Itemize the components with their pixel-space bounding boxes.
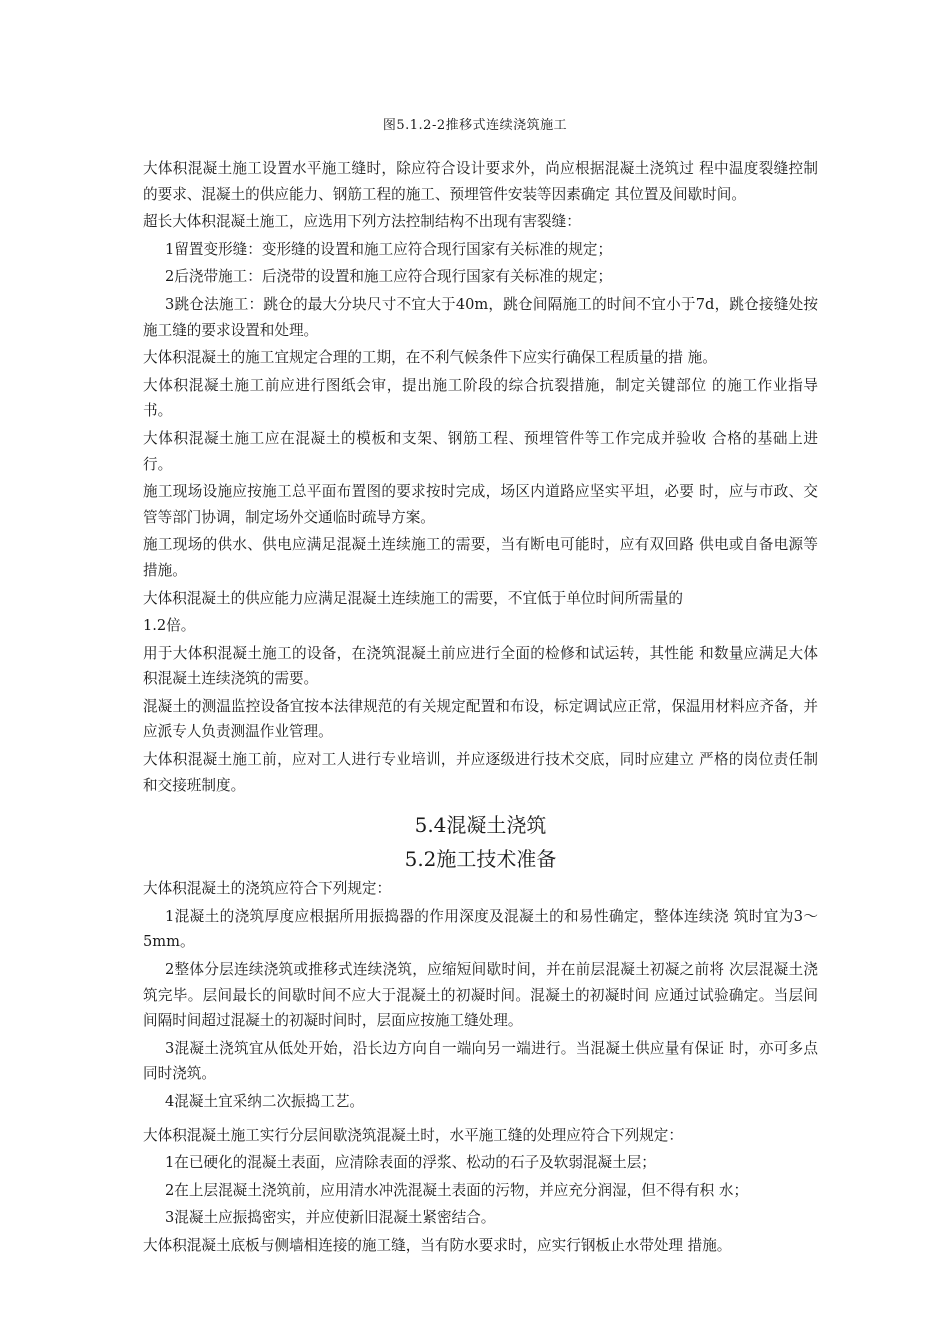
list-item: 3跳仓法施工：跳仓的最大分块尺寸不宜大于40m，跳仓间隔施工的时间不宜小于7d，跳仓接缝处按施工缝的要求设置和处理。	[143, 295, 818, 339]
list-item: 3混凝土应振捣密实，并应使新旧混凝土紧密结合。	[165, 1209, 496, 1227]
paragraph: 大体积混凝土的施工宜规定合理的工期，在不利气候条件下应实行确保工程质量的措 施。	[143, 349, 717, 367]
paragraph: 大体积混凝土施工前应进行图纸会审，提出施工阶段的综合抗裂措施，制定关键部位 的施工作业指导书。	[143, 376, 818, 420]
paragraph: 大体积混凝土施工设置水平施工缝时，除应符合设计要求外，尚应根据混凝土浇筑过 程中温度裂缝控制的要求、混凝土的供应能力、钢筋工程的施工、预埋管件安装等因素确定 其位置及间歇时间。	[143, 160, 818, 203]
paragraph: 大体积混凝土的供应能力应满足混凝土连续施工的需要，不宜低于单位时间所需量的	[143, 589, 683, 607]
paragraph: 混凝土的测温监控设备宜按本法律规范的有关规定配置和布设，标定调试应正常，保温用材料应齐备，并应派专人负责测温作业管理。	[143, 697, 818, 741]
list-item: 1在已硬化的混凝土表面，应清除表面的浮浆、松动的石子及软弱混凝土层；	[165, 1154, 656, 1172]
list-item: 2后浇带施工：后浇带的设置和施工应符合现行国家有关标准的规定；	[165, 268, 613, 286]
list-item: 1留置变形缝：变形缝的设置和施工应符合现行国家有关标准的规定；	[165, 240, 613, 258]
list-item: 2在上层混凝土浇筑前，应用清水冲洗混凝土表面的污物，并应充分润湿，但不得有积 水；	[165, 1181, 749, 1199]
paragraph: 超长大体积混凝土施工，应选用下列方法控制结构不出现有害裂缝：	[143, 213, 581, 231]
paragraph: 大体积混凝土施工前，应对工人进行专业培训，并应逐级进行技术交底，同时应建立 严格的岗位责任制和交接班制度。	[143, 751, 818, 794]
paragraph: 施工现场的供水、供电应满足混凝土连续施工的需要，当有断电可能时，应有双回路 供电或自备电源等措施。	[143, 536, 818, 579]
paragraph: 大体积混凝土施工应在混凝土的模板和支架、钢筋工程、预埋管件等工作完成并验收 合格的基础上进行。	[143, 429, 818, 473]
paragraph: 大体积混凝土的浇筑应符合下列规定：	[143, 880, 392, 898]
paragraph: 用于大体积混凝土施工的设备，在浇筑混凝土前应进行全面的检修和试运转，其性能 和数量应满足大体积混凝土连续浇筑的需要。	[143, 644, 818, 688]
paragraph: 大体积混凝土底板与侧墙相连接的施工缝，当有防水要求时，应实行钢板止水带处理 措施。	[143, 1236, 732, 1254]
figure-caption: 图5.1.2-2推移式连续浇筑施工	[382, 118, 568, 133]
list-item: 2整体分层连续浇筑或推移式连续浇筑，应缩短间歇时间，并在前层混凝土初凝之前将 次层混凝土浇筑完毕。层间最长的间歇时间不应大于混凝土的初凝时间。混凝土的初凝时间 应通过试验确定。当层间间隔时间超过混凝土的初凝时间时，层面应按施工缝处理。	[143, 961, 818, 1030]
document-body	[143, 156, 818, 1261]
list-item: 4混凝土宜采纳二次振捣工艺。	[165, 1093, 365, 1110]
paragraph: 大体积混凝土施工实行分层间歇浇筑混凝土时，水平施工缝的处理应符合下列规定：	[143, 1126, 683, 1144]
section-heading: 5.4混凝土浇筑	[414, 813, 547, 838]
paragraph: 1.2倍。	[143, 617, 196, 635]
list-item: 1混凝土的浇筑厚度应根据所用振捣器的作用深度及混凝土的和易性确定，整体连续浇 筑时宜为3〜5mm。	[143, 907, 818, 951]
section-heading: 5.2施工技术准备	[404, 847, 557, 872]
list-item: 3混凝土浇筑宜从低处开始，沿长边方向自一端向另一端进行。当混凝土供应量有保证 时，亦可多点同时浇筑。	[143, 1039, 818, 1083]
paragraph: 施工现场设施应按施工总平面布置图的要求按时完成，场区内道路应坚实平坦，必要 时，应与市政、交管等部门协调，制定场外交通临时疏导方案。	[143, 483, 818, 526]
